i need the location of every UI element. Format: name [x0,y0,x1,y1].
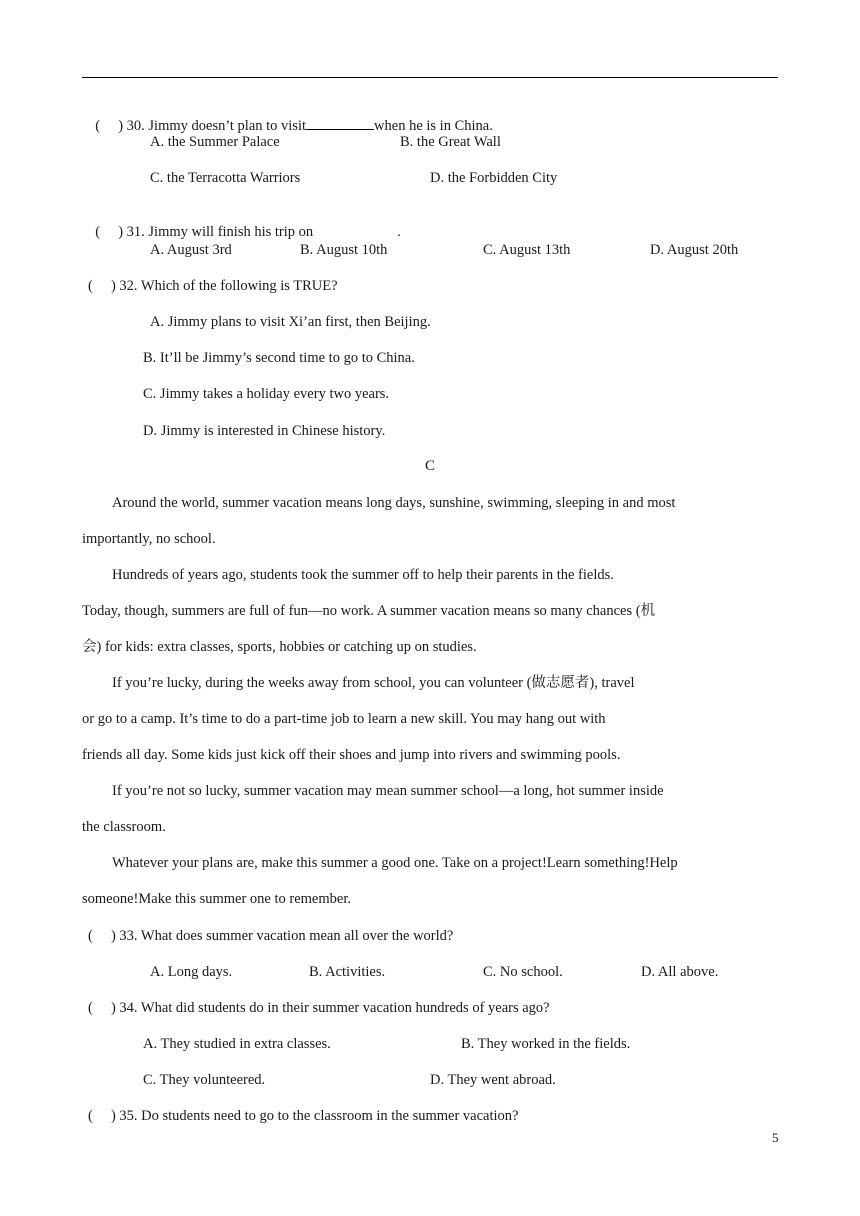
question-30 [88,97,493,135]
passage-line: 会) for kids: extra classes, sports, hobbies or catching up on studies. [82,639,477,655]
passage-line: friends all day. Some kids just kick off their shoes and jump into rivers and swimming pools. [82,747,621,763]
passage-line: If you’re lucky, during the weeks away from school, you can volunteer (做志愿者), travel [112,675,635,691]
passage-line: Whatever your plans are, make this summer a good one. Take on a project!Learn something!Help [112,855,678,871]
passage-line: Around the world, summer vacation means long days, sunshine, swimming, sleeping in and most [112,495,676,511]
question-33: ( ) 33. What does summer vacation mean all over the world? [88,928,454,944]
passage-line: someone!Make this summer one to remember. [82,891,351,907]
option-33d: D. All above. [641,964,719,980]
option-30d: D. the Forbidden City [430,170,558,186]
option-31d: D. August 20th [650,242,739,258]
option-33a: A. Long days. [150,964,233,980]
question-34: ( ) 34. What did students do in their summer vacation hundreds of years ago? [88,1000,550,1016]
option-34c: C. They volunteered. [143,1072,266,1088]
passage-line: or go to a camp. It’s time to do a part-time job to learn a new skill. You may hang out with [82,711,606,727]
passage-line: If you’re not so lucky, summer vacation may mean summer school—a long, hot summer inside [112,783,664,799]
option-33c: C. No school. [483,964,563,980]
option-30c: C. the Terracotta Warriors [150,170,301,186]
page-number: 5 [772,1130,779,1145]
question-31-stem: ( ) 31. Jimmy will finish his trip on [95,224,314,240]
question-31-period: . [397,224,401,240]
passage-line: the classroom. [82,819,166,835]
passage-line: Today, though, summers are full of fun—no work. A summer vacation means so many chances (机 [82,603,656,619]
question-35: ( ) 35. Do students need to go to the classroom in the summer vacation? [88,1108,519,1124]
passage-line: Hundreds of years ago, students took the summer off to help their parents in the fields. [112,567,614,583]
option-32d: D. Jimmy is interested in Chinese history. [143,423,386,439]
option-34b: B. They worked in the fields. [461,1036,631,1052]
option-31c: C. August 13th [483,242,571,258]
section-heading: C [424,458,435,474]
option-32c: C. Jimmy takes a holiday every two years. [143,386,390,402]
question-30-stem-start: ( ) 30. Jimmy doesn’t plan to visit [95,118,307,134]
option-31b: B. August 10th [300,242,388,258]
option-31a: A. August 3rd [150,242,232,258]
answer-blank[interactable] [306,115,374,130]
passage-line: importantly, no school. [82,531,216,547]
option-32a: A. Jimmy plans to visit Xi’an first, then Beijing. [150,314,431,330]
option-30a: A. the Summer Palace [150,134,280,150]
question-32: ( ) 32. Which of the following is TRUE? [88,278,338,294]
option-34d: D. They went abroad. [430,1072,556,1088]
header-rule [82,77,778,78]
option-33b: B. Activities. [309,964,386,980]
option-34a: A. They studied in extra classes. [143,1036,331,1052]
question-30-stem-end: when he is in China. [374,118,493,134]
option-32b: B. It’ll be Jimmy’s second time to go to China. [143,350,415,366]
option-30b: B. the Great Wall [400,134,501,150]
question-31 [88,205,401,241]
